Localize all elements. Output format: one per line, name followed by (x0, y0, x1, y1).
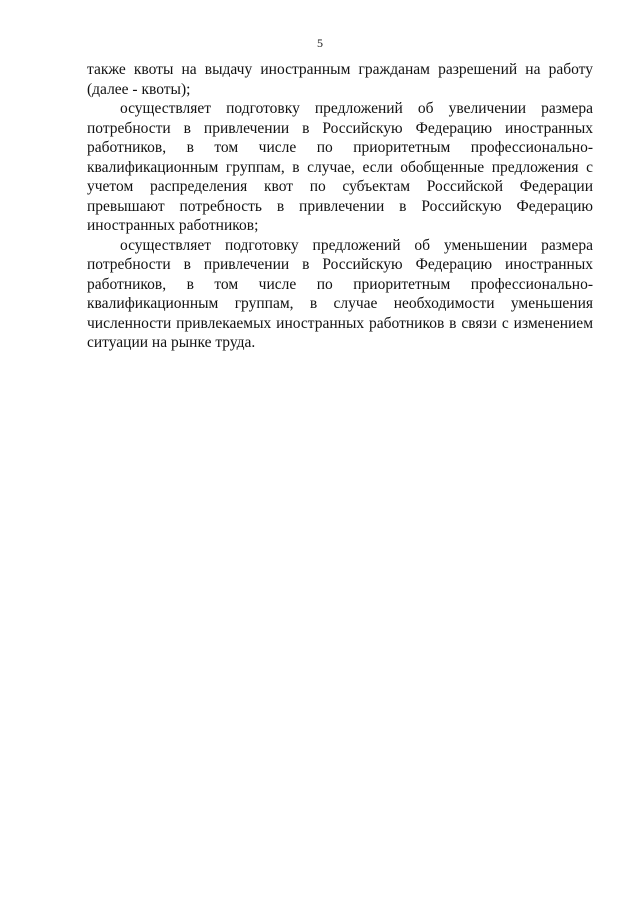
paragraph-decrease-proposals: осуществляет подготовку предложений об уменьшении размера потребности в привлечении в Российскую Федерацию иностранных работников, в том числе по приоритетным профессионально-квалификационным группам, в случае необходимости уменьшения численности привлекаемых иностранных работников в связи с изменением ситуации на рынке труда. (87, 236, 593, 351)
paragraph-quotas-continuation: также квоты на выдачу иностранным гражданам разрешений на работу (далее - квоты); (87, 61, 593, 98)
page-number: 5 (317, 36, 323, 50)
document-body (87, 60, 593, 353)
paragraph-increase-proposals: осуществляет подготовку предложений об увеличении размера потребности в привлечении в Российскую Федерацию иностранных работников, в том числе по приоритетным профессионально-квалификационным группам, в случае, если обобщенные предложения с учетом распределения квот по субъектам Российской Федерации превышают потребность в привлечении в Российскую Федерацию иностранных работников; (87, 100, 593, 234)
